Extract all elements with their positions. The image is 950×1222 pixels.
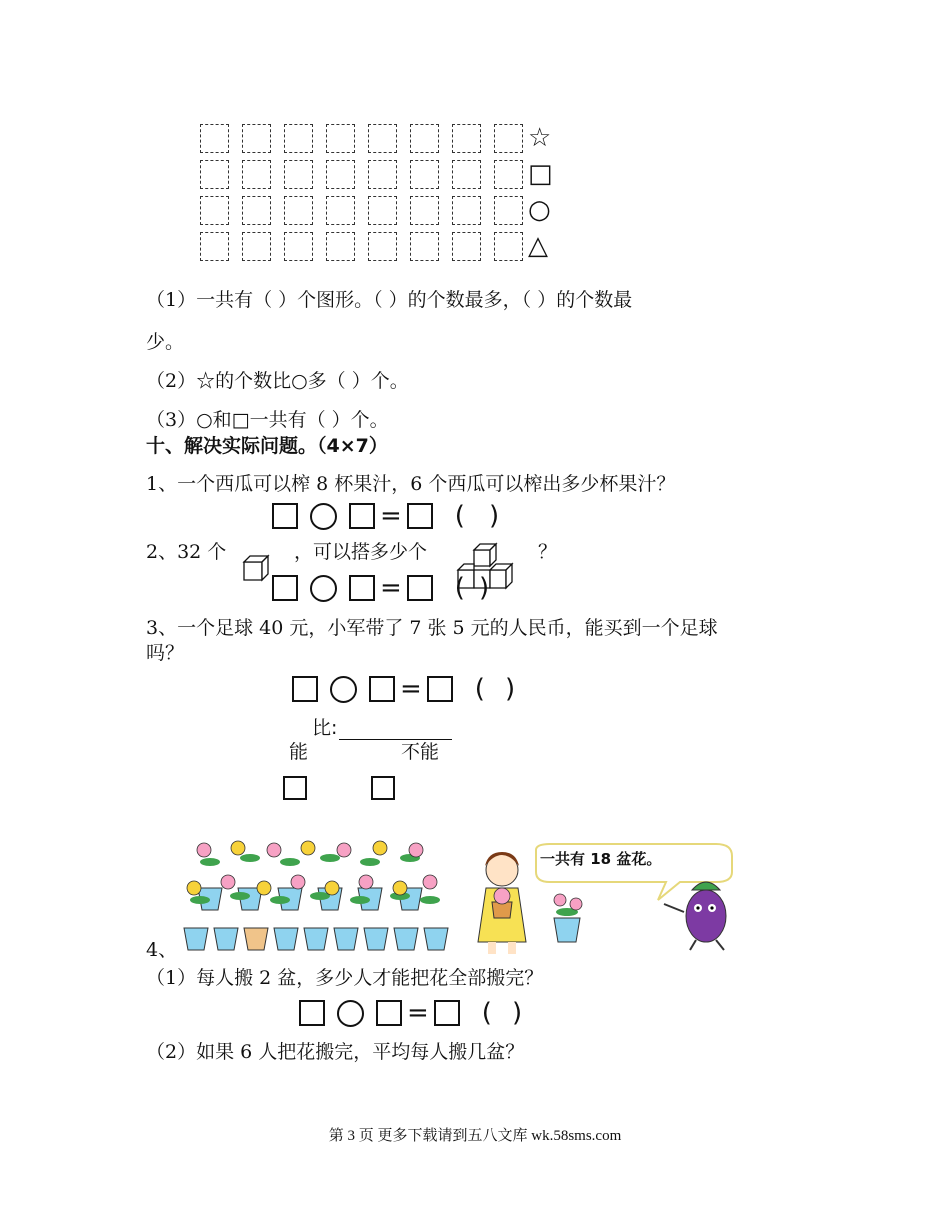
compare-label: 比:	[312, 717, 338, 739]
question-1-line-2: 少。	[146, 331, 185, 353]
question-1-line-1: （1）一共有（ ）个图形。（ ）的个数最多，（ ）的个数最	[146, 289, 633, 311]
problem-2-part-a: 2、32 个	[146, 541, 227, 563]
equation-2	[272, 574, 489, 602]
grid-row-circle	[200, 196, 553, 232]
cannot-label: 不能	[401, 741, 440, 763]
equals-sign: =	[380, 501, 402, 531]
open-paren: (	[474, 674, 485, 704]
page-footer: 第 3 页 更多下载请到五八文库 wk.58sms.com	[328, 1128, 622, 1144]
operator-circle[interactable]	[310, 503, 337, 530]
star-symbol: ☆	[528, 123, 552, 153]
square-symbol: □	[528, 159, 553, 189]
close-paren: )	[504, 674, 516, 704]
problem-4-number: 4、	[146, 939, 178, 961]
result-box[interactable]	[427, 676, 453, 702]
answer-box[interactable]	[272, 503, 298, 529]
problem-3-line-1: 3、一个足球 40 元，小军带了 7 张 5 元的人民币，能买到一个足球	[146, 617, 718, 639]
operator-circle[interactable]	[310, 575, 337, 602]
question-2: （2）☆的个数比○多（ ）个。	[146, 370, 409, 392]
answer-box[interactable]	[272, 575, 298, 601]
open-paren: (	[454, 573, 465, 603]
grid-row-star	[200, 124, 553, 160]
equals-sign: =	[407, 998, 429, 1028]
grid-row-square	[200, 160, 553, 196]
operator-circle[interactable]	[337, 1000, 364, 1027]
answer-box[interactable]	[349, 575, 375, 601]
problem-4-question-1: （1）每人搬 2 盆，多少人才能把花全部搬完？	[146, 967, 544, 989]
problem-2-part-b: ，可以搭多少个	[294, 541, 428, 563]
result-box[interactable]	[407, 575, 433, 601]
can-label: 能	[289, 741, 309, 763]
problem-1: 1、一个西瓜可以榨 8 杯果汁，6 个西瓜可以榨出多少杯果汁？	[146, 473, 676, 495]
open-paren: (	[454, 501, 465, 531]
circle-symbol: ○	[528, 195, 551, 225]
equals-sign: =	[380, 573, 402, 603]
close-paren: )	[511, 998, 523, 1028]
can-checkbox[interactable]	[283, 776, 307, 800]
speech-bubble-text: 一共有 18 盆花。	[540, 850, 662, 868]
shape-grid	[200, 124, 553, 268]
section-10-title: 十、解决实际问题。（4×7）	[146, 435, 388, 457]
close-paren: )	[488, 501, 500, 531]
problem-3-line-2: 吗？	[146, 642, 185, 664]
triangle-symbol: △	[528, 231, 548, 261]
equation-1	[272, 502, 499, 530]
problem-4-question-2: （2）如果 6 人把花搬完，平均每人搬几盆？	[146, 1041, 525, 1063]
cannot-checkbox[interactable]	[371, 776, 395, 800]
answer-box[interactable]	[299, 1000, 325, 1026]
result-box[interactable]	[434, 1000, 460, 1026]
equation-4	[299, 999, 522, 1027]
girl-figure	[478, 852, 526, 954]
compare-answer-line[interactable]	[339, 721, 452, 740]
equation-3	[292, 675, 515, 703]
answer-box[interactable]	[369, 676, 395, 702]
compare-row	[312, 716, 452, 740]
answer-box[interactable]	[292, 676, 318, 702]
open-paren: (	[481, 998, 492, 1028]
answer-box[interactable]	[349, 503, 375, 529]
close-paren: )	[478, 573, 490, 603]
eggplant-character	[664, 882, 726, 950]
grid-row-triangle	[200, 232, 553, 268]
result-box[interactable]	[407, 503, 433, 529]
answer-box[interactable]	[376, 1000, 402, 1026]
problem-2-part-c: ？	[538, 541, 558, 563]
single-cube-icon	[240, 554, 272, 584]
equals-sign: =	[400, 674, 422, 704]
flower-pots-illustration	[180, 838, 760, 956]
operator-circle[interactable]	[330, 676, 357, 703]
question-3: （3）○和□一共有（ ）个。	[146, 409, 389, 431]
